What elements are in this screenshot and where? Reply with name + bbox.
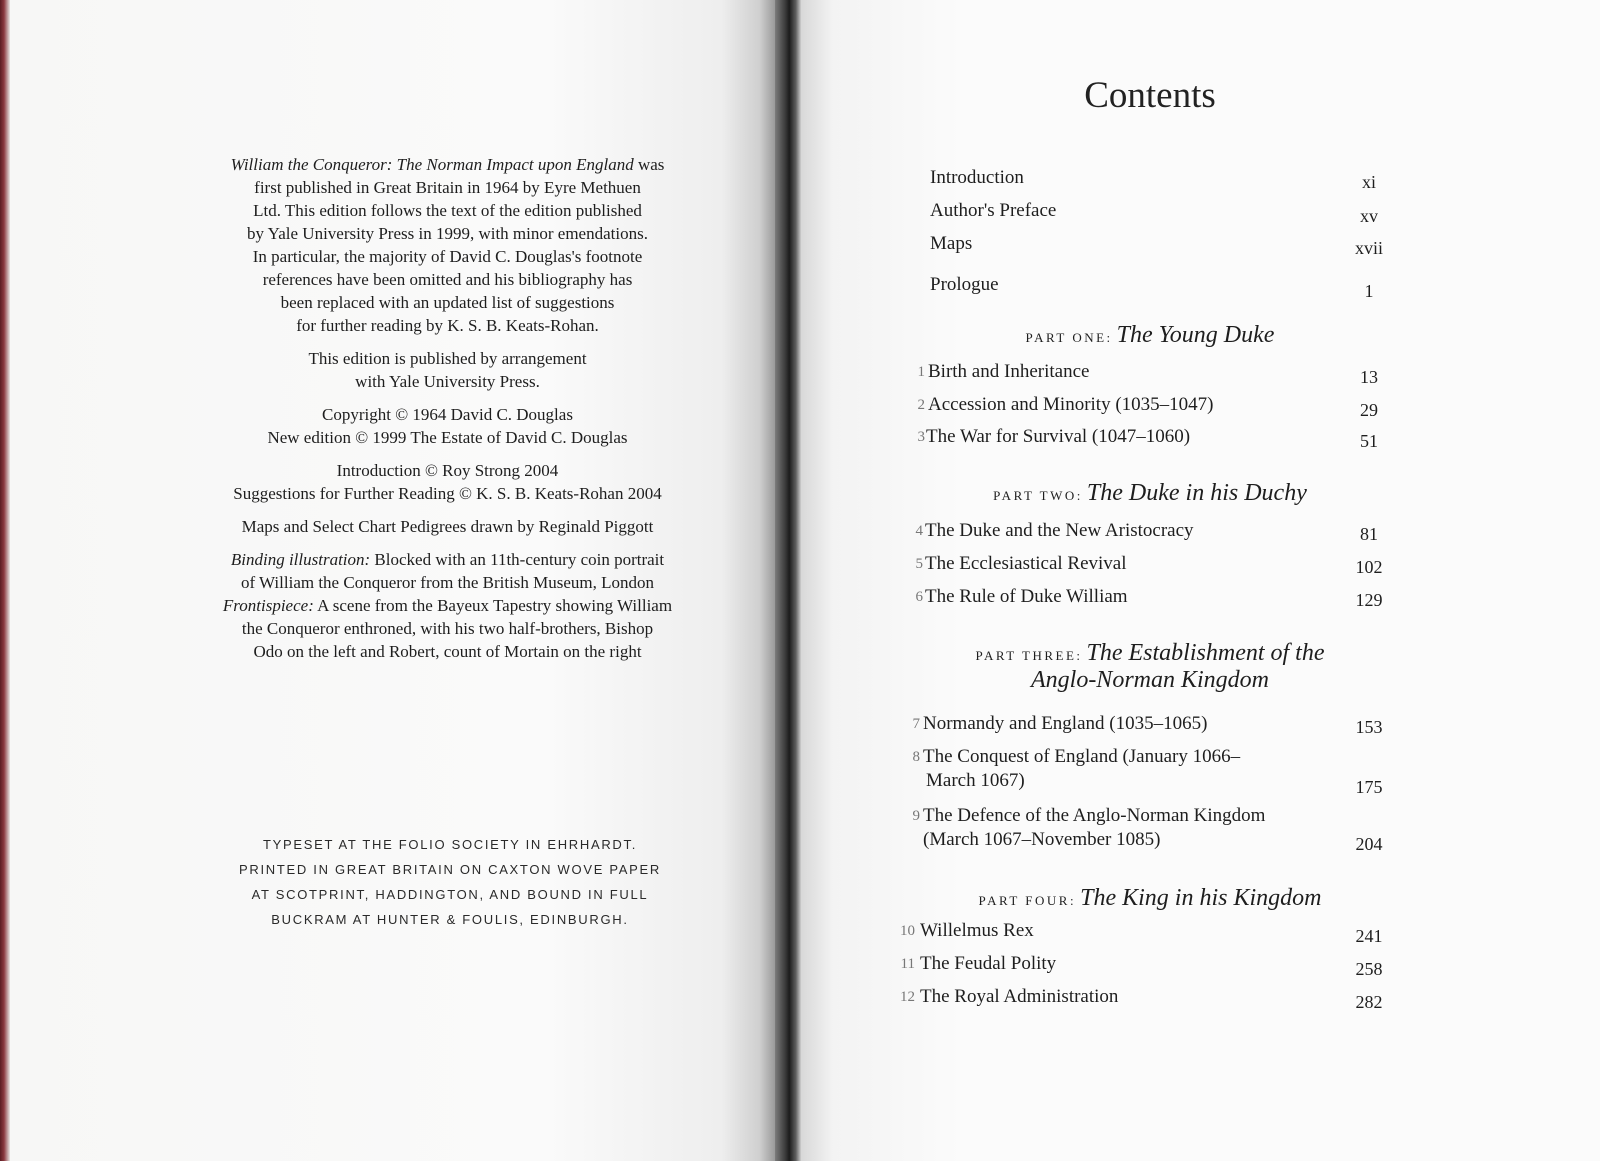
credit-line: Suggestions for Further Reading © K. S. B. Keats-Rohan 2004 [233, 484, 662, 503]
toc-entry-label: Introduction [930, 167, 1024, 188]
arrangement-note [200, 347, 695, 393]
part-heading [920, 640, 1380, 694]
frontispiece-label: Frontispiece: [222, 596, 314, 615]
frontispiece-line: the Conqueror enthroned, with his two half-brothers, Bishop [241, 619, 654, 638]
part-heading [920, 885, 1380, 912]
part-title: The Establishment of the [1086, 640, 1325, 666]
chapter-title-continuation: (March 1067–November 1085) [923, 829, 1161, 850]
publication-note-line: by Yale University Press in 1999, with minor emendations. [247, 224, 648, 243]
arrangement-line: This edition is published by arrangement [308, 349, 587, 368]
chapter-number: 7 [912, 716, 920, 732]
part-heading [930, 480, 1370, 507]
arrangement-line: with Yale University Press. [355, 372, 540, 391]
book-title-italic: William the Conqueror: The Norman Impact upon England [230, 155, 634, 174]
toc-page-number: 204 [1355, 834, 1383, 854]
publication-note-line: been replaced with an updated list of suggestions [280, 293, 615, 312]
toc-page-number: 153 [1355, 717, 1383, 737]
chapter-number: 1 [917, 364, 925, 380]
toc-page-number: 241 [1355, 926, 1383, 946]
introduction-credits [200, 459, 695, 505]
illustration-notes [200, 548, 695, 663]
imprint-block [200, 153, 695, 673]
toc-page-number: 29 [1360, 400, 1378, 420]
toc-page-number: 129 [1355, 590, 1383, 610]
part-heading [950, 322, 1350, 349]
part-label: PART THREE: [975, 648, 1083, 663]
toc-entry-label: Maps [930, 233, 973, 254]
copyright-note [200, 403, 695, 449]
chapter-number: 3 [917, 429, 925, 445]
frontispiece-line: Frontispiece: A scene from the Bayeux Tapestry showing William [222, 596, 673, 615]
chapter-title: The Rule of Duke William [925, 586, 1128, 607]
toc-page-number: 1 [1364, 281, 1374, 301]
chapter-number: 6 [915, 589, 923, 605]
chapter-title: The Conquest of England (January 1066– [923, 746, 1241, 767]
part-title: The Duke in his Duchy [1086, 480, 1307, 506]
chapter-title: The Feudal Polity [920, 953, 1057, 974]
chapter-title: The Royal Administration [920, 986, 1119, 1007]
chapter-title: Birth and Inheritance [928, 361, 1090, 382]
chapter-number: 10 [900, 923, 915, 939]
publication-note-line: first published in Great Britain in 1964 by Eyre Methuen [254, 178, 641, 197]
publication-note-line: William the Conqueror: The Norman Impact upon England was [230, 155, 665, 174]
toc-page-number: 282 [1355, 992, 1383, 1012]
binding-label: Binding illustration: [230, 550, 371, 569]
chapter-title: Accession and Minority (1035–1047) [928, 394, 1214, 415]
colophon-line: AT SCOTPRINT, HADDINGTON, AND BOUND IN FULL [251, 887, 649, 902]
colophon-line: BUCKRAM AT HUNTER & FOULIS, EDINBURGH. [271, 912, 629, 927]
publication-note [200, 153, 695, 337]
chapter-number: 9 [912, 808, 920, 824]
publication-note-line: for further reading by K. S. B. Keats-Rohan. [296, 316, 599, 335]
toc-entry-label: Prologue [930, 274, 999, 295]
toc-page-number: xi [1361, 172, 1376, 192]
toc-page-number: xv [1360, 206, 1378, 226]
toc-page-number: 13 [1360, 367, 1378, 387]
chapter-title: The War for Survival (1047–1060) [926, 426, 1191, 447]
maps-credit [200, 515, 695, 538]
chapter-number: 5 [915, 556, 923, 572]
colophon [190, 832, 710, 932]
frontispiece-line: Odo on the left and Robert, count of Mortain on the right [253, 642, 642, 661]
chapter-number: 12 [900, 989, 915, 1005]
toc-page-number: 81 [1360, 524, 1378, 544]
toc-page-number: 175 [1355, 777, 1383, 797]
colophon-line: TYPESET AT THE FOLIO SOCIETY IN EHRHARDT. [262, 837, 638, 852]
part-title: The Young Duke [1116, 322, 1275, 348]
book-gutter [775, 0, 801, 1161]
part-label: PART TWO: [993, 488, 1083, 503]
chapter-title: The Duke and the New Aristocracy [925, 520, 1194, 541]
chapter-title: The Ecclesiastical Revival [925, 553, 1127, 574]
publication-note-line: In particular, the majority of David C. Douglas's footnote [252, 247, 643, 266]
chapter-number: 8 [912, 749, 920, 765]
toc-page-number: xvii [1354, 238, 1383, 258]
part-label: PART ONE: [1025, 330, 1113, 345]
chapter-number: 2 [917, 397, 925, 413]
chapter-title-continuation: March 1067) [926, 770, 1025, 791]
chapter-number: 11 [900, 956, 915, 972]
chapter-title: Willelmus Rex [920, 920, 1034, 941]
chapter-title: The Defence of the Anglo-Norman Kingdom [923, 805, 1266, 826]
contents-heading: Contents [1084, 75, 1216, 116]
credit-line: Introduction © Roy Strong 2004 [336, 461, 559, 480]
part-title-continuation: Anglo-Norman Kingdom [1030, 667, 1269, 693]
part-title: The King in his Kingdom [1080, 885, 1322, 911]
toc-page-number: 258 [1355, 959, 1383, 979]
chapter-title: Normandy and England (1035–1065) [923, 713, 1208, 734]
toc-page-number: 51 [1360, 431, 1378, 451]
copyright-line: New edition © 1999 The Estate of David C. Douglas [267, 428, 628, 447]
part-label: PART FOUR: [978, 893, 1077, 908]
book-edge [0, 0, 10, 1161]
publication-note-line: Ltd. This edition follows the text of the edition published [253, 201, 642, 220]
maps-credit-line: Maps and Select Chart Pedigrees drawn by Reginald Piggott [241, 517, 654, 536]
copyright-line: Copyright © 1964 David C. Douglas [322, 405, 573, 424]
toc-page-number: 102 [1355, 557, 1383, 577]
binding-line: Binding illustration: Blocked with an 11th-century coin portrait [230, 550, 665, 569]
colophon-line: PRINTED IN GREAT BRITAIN ON CAXTON WOVE PAPER [238, 862, 661, 877]
toc-entry-label: Author's Preface [930, 200, 1057, 221]
binding-line: of William the Conqueror from the British Museum, London [240, 573, 655, 592]
chapter-number: 4 [915, 523, 923, 539]
publication-note-line: references have been omitted and his bibliography has [262, 270, 633, 289]
